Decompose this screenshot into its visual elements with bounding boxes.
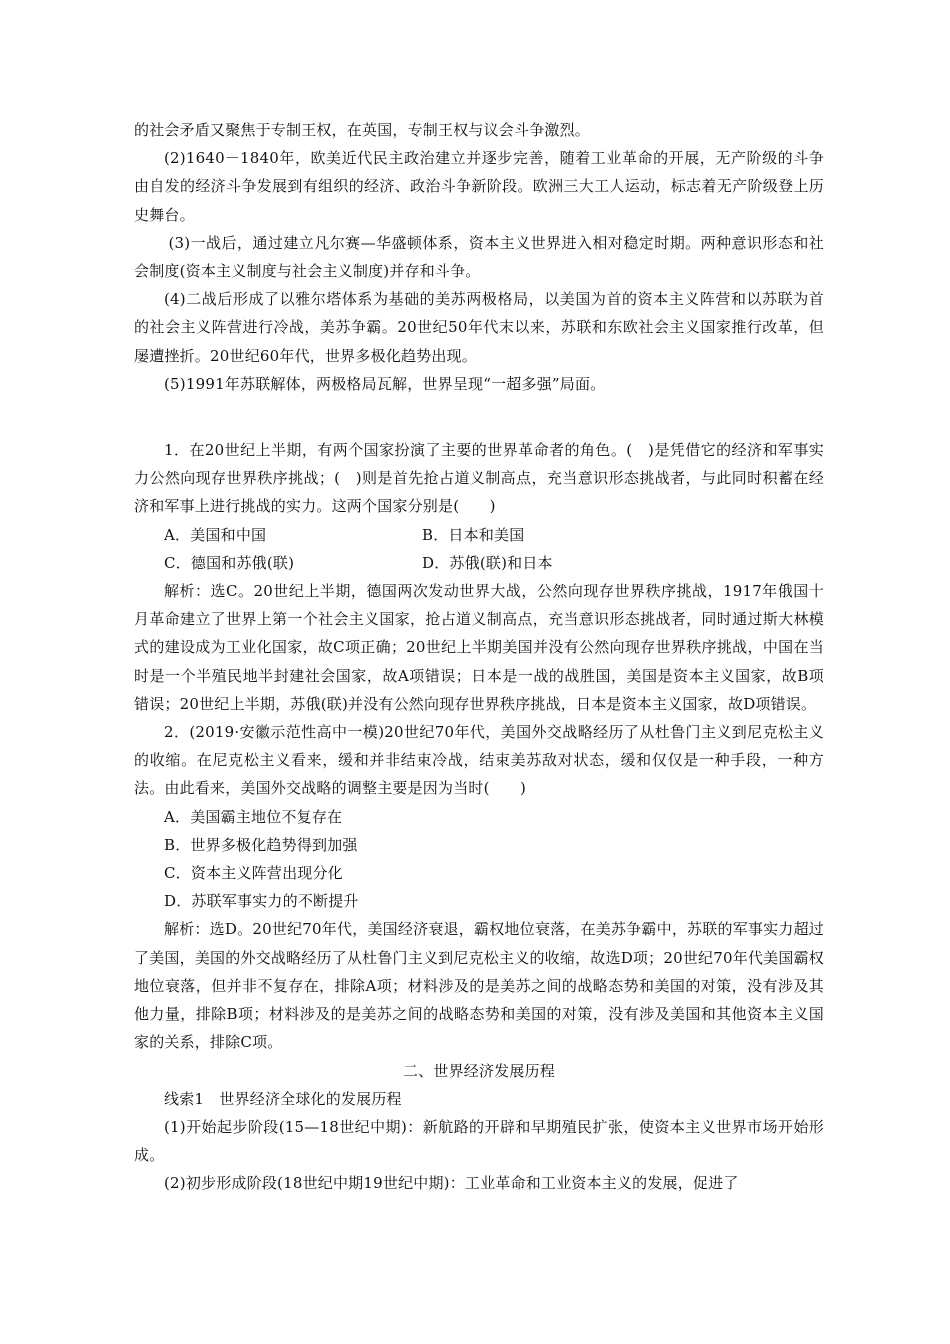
section-title: 二、世界经济发展历程 [402,1061,555,1080]
question-2-stem: 2．(2019·安徽示范性高中一模)20世纪70年代，美国外交战略经历了从杜鲁门主义到尼克松主义的收缩。在尼克松主义看来，缓和并非结束冷战，结束美苏敌对状态，缓和仅仅是一种手段，一种方法。由此看来，美国外交战略的调整主要是因为当时( ) [134,723,824,798]
question-2-option-d: D．苏联军事实力的不断提升 [164,892,359,911]
question-1-analysis: 解析：选C。20世纪上半期，德国两次发动世界大战，公然向现存世界秩序挑战，1917年俄国十月革命建立了世界上第一个社会主义国家，抢占道义制高点，充当意识形态挑战者，同时通过斯大林模式的建设成为工业化国家，故C项正确；20世纪上半期美国并没有公然向现存世界秩序挑战，中国在当时是一个半殖民地半封建社会国家，故A项错误；日本是一战的战胜国，美国是资本主义国家，故B项错误；20世纪上半期，苏俄(联)并没有公然向现存世界秩序挑战，日本是资本主义国家，故D项错误。 [134,582,824,713]
clue-item-1: (1)开始起步阶段(15—18世纪中期)：新航路的开辟和早期殖民扩张，使资本主义世界市场开始形成。 [134,1117,824,1165]
question-2-analysis: 解析：选D。20世纪70年代，美国经济衰退，霸权地位衰落，在美苏争霸中，苏联的军事实力超过了美国，美国的外交战略经历了从杜鲁门主义到尼克松主义的收缩，故选D项；20世纪70年代美国霸权地位衰落，但并非不复存在，排除A项；材料涉及的是美苏之间的战略态势和美国的对策，没有涉及其他力量，排除B项；材料涉及的是美苏之间的战略态势和美国的对策，没有涉及美国和其他资本主义国家的关系，排除C项。 [134,920,824,1052]
question-1-option-c: C．德国和苏俄(联) [164,553,295,572]
question-1-options-row-2 [134,549,824,577]
question-2-option-c: C．资本主义阵营出现分化 [164,864,343,883]
question-2-option-a: A．美国霸主地位不复存在 [164,807,343,826]
question-1-option-a: A．美国和中国 [164,525,267,544]
clue-item-2: (2)初步形成阶段(18世纪中期19世纪中期)：工业革命和工业资本主义的发展，促进了 [164,1174,739,1193]
clue-title: 线索1 世界经济全球化的发展历程 [164,1089,402,1108]
question-1-options-row-1 [134,521,824,549]
paragraph-point-5: (5)1991年苏联解体，两极格局瓦解，世界呈现“一超多强”局面。 [164,374,606,393]
paragraph-point-2: (2)1640－1840年，欧美近代民主政治建立并逐步完善，随着工业革命的开展，无产阶级的斗争由自发的经济斗争发展到有组织的经济、政治斗争新阶段。欧洲三大工人运动，标志着无产阶级登上历史舞台。 [134,149,824,224]
paragraph-point-4: (4)二战后形成了以雅尔塔体系为基础的美苏两极格局，以美国为首的资本主义阵营和以苏联为首的社会主义阵营进行冷战，美苏争霸。20世纪50年代末以来，苏联和东欧社会主义国家推行改革，但屡遭挫折。20世纪60年代，世界多极化趋势出现。 [134,290,824,365]
document-body [134,116,824,1198]
spacer [134,398,824,436]
question-1-option-b: B．日本和美国 [422,525,525,544]
question-1-stem: 1．在20世纪上半期，有两个国家扮演了主要的世界革命者的角色。( )是凭借它的经济和军事实力公然向现存世界秩序挑战；( )则是首先抢占道义制高点，充当意识形态挑战者，与此同时积蓄在经济和军事上进行挑战的实力。这两个国家分别是( ) [134,441,824,516]
paragraph-continuation: 的社会矛盾又聚焦于专制王权，在英国，专制王权与议会斗争激烈。 [134,121,591,139]
paragraph-point-3: (3)一战后，通过建立凡尔赛—华盛顿体系，资本主义世界进入相对稳定时期。两种意识形态和社会制度(资本主义制度与社会主义制度)并存和斗争。 [134,233,824,281]
question-1-option-d: D．苏俄(联)和日本 [422,553,553,572]
question-2-option-b: B．世界多极化趋势得到加强 [164,835,358,854]
